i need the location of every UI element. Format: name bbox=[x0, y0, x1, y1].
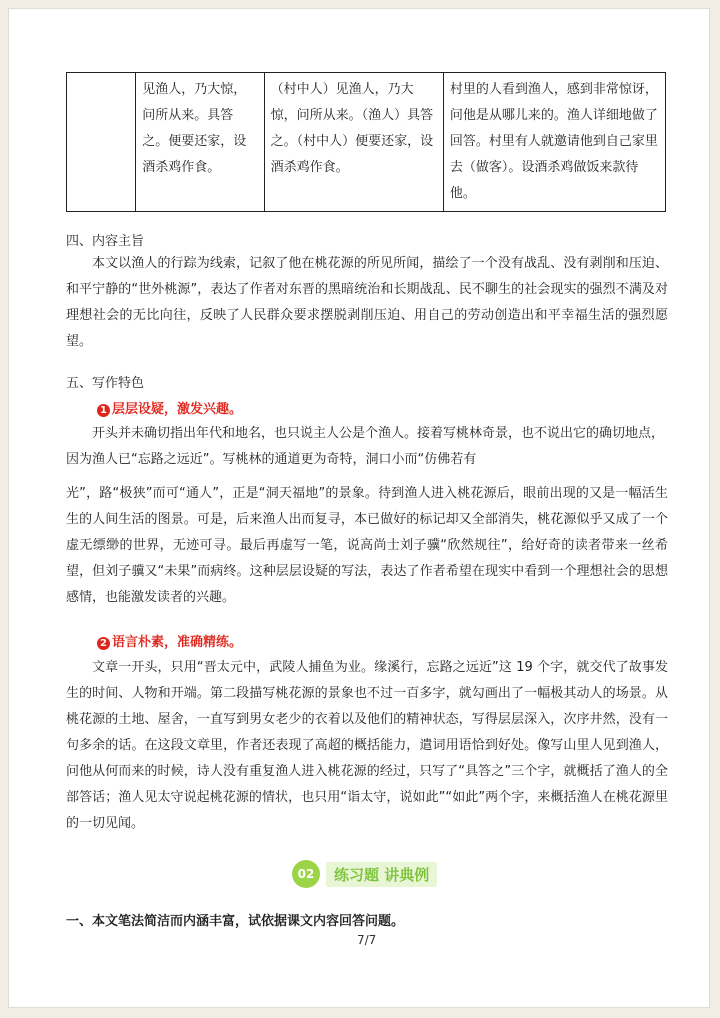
point-2-title: 语言朴素，准确精练。 bbox=[112, 635, 243, 650]
section-5-heading: 五、写作特色 bbox=[66, 376, 145, 391]
number-1-icon: 1 bbox=[97, 404, 110, 417]
point-2-heading bbox=[97, 631, 242, 650]
translation-table bbox=[66, 72, 666, 212]
point-1-line-1: 开头并未确切指出年代和地名，也只说主人公是个渔人。接着写桃林奇景，也不说出它的确切地点， bbox=[92, 426, 665, 441]
table-row bbox=[67, 73, 666, 212]
number-2-icon: 2 bbox=[97, 637, 110, 650]
table-cell-translation: 村里的人看到渔人，感到非常惊讶，问他是从哪儿来的。渔人详细地做了回答。村里有人就邀请他到自己家里去（做客）。设酒杀鸡做饭来款待他。 bbox=[443, 73, 665, 212]
point-2-paragraph: 文章一开头，只用“晋太元中，武陵人捕鱼为业。缘溪行，忘路之远近”这 19 个字，就交代了故事发生的时间、人物和开端。第二段描写桃花源的景象也不过一百多字，就勾画出了一幅极其动人的场景。从桃花源的土地、屋舍，一直写到男女老少的衣着以及他们的精神状态，写得层层深入，次序井然，没有一句多余的话。在这段文章里，作者还表现了高超的概括能力，遣词用语恰到好处。像写山里人见到渔人，问他从何而来的时候，诗人没有重复渔人进入桃花源的经过，只写了“具答之”三个字，就概括了渔人的全部答话；渔人见太守说起桃花源的情状，也只用“诣太守，说如此”“如此”两个字，来概括渔人在桃花源里的一切见闻。 bbox=[66, 660, 668, 831]
table-cell-annotated: （村中人）见渔人，乃大惊，问所从来。（渔人）具答之。（村中人）便要还家，设酒杀鸡作食。 bbox=[264, 73, 443, 212]
badge-number: 02 bbox=[292, 860, 320, 888]
table-cell-original: 见渔人，乃大惊，问所从来。具答之。便要还家，设酒杀鸡作食。 bbox=[136, 73, 264, 212]
point-1-title: 层层设疑，激发兴趣。 bbox=[112, 402, 243, 417]
page-number: 7/7 bbox=[357, 933, 377, 947]
question-1: 一、本文笔法简洁而内涵丰富，试依据课文内容回答问题。 bbox=[66, 914, 405, 929]
table-cell-empty bbox=[67, 73, 136, 212]
exercise-section-badge bbox=[292, 860, 437, 888]
point-1-paragraph-rest: 光”，路“极狭”而可“通人”，正是“洞天福地”的景象。待到渔人进入桃花源后，眼前出现的又是一幅活生生的人间生活的图景。可是，后来渔人出而复寻，本已做好的标记却又全部消失，桃花源似乎又成了一个虚无缥缈的世界，无迹可寻。最后再虚写一笔，说高尚士刘子骥“欣然规往”，给好奇的读者带来一丝希望，但刘子骥又“未果”而病终。这种层层设疑的写法，表达了作者希望在现实中看到一个理想社会的思想感情，也能激发读者的兴趣。 bbox=[66, 486, 668, 605]
badge-title: 练习题 讲典例 bbox=[326, 862, 437, 887]
section-4-paragraph: 本文以渔人的行踪为线索，记叙了他在桃花源的所见所闻，描绘了一个没有战乱、没有剥削和压迫、和平宁静的“世外桃源”，表达了作者对东晋的黑暗统治和长期战乱、民不聊生的社会现实的强烈不满及对理想社会的无比向往，反映了人民群众要求摆脱剥削压迫、用自己的劳动创造出和平幸福生活的强烈愿望。 bbox=[66, 256, 668, 349]
document-page bbox=[8, 8, 710, 1008]
section-4-heading: 四、内容主旨 bbox=[66, 234, 145, 249]
point-1-heading bbox=[97, 398, 242, 417]
point-1-line-2: 因为渔人已“忘路之远近”。写桃林的通道更为奇特，洞口小而“仿佛若有 bbox=[66, 452, 477, 467]
